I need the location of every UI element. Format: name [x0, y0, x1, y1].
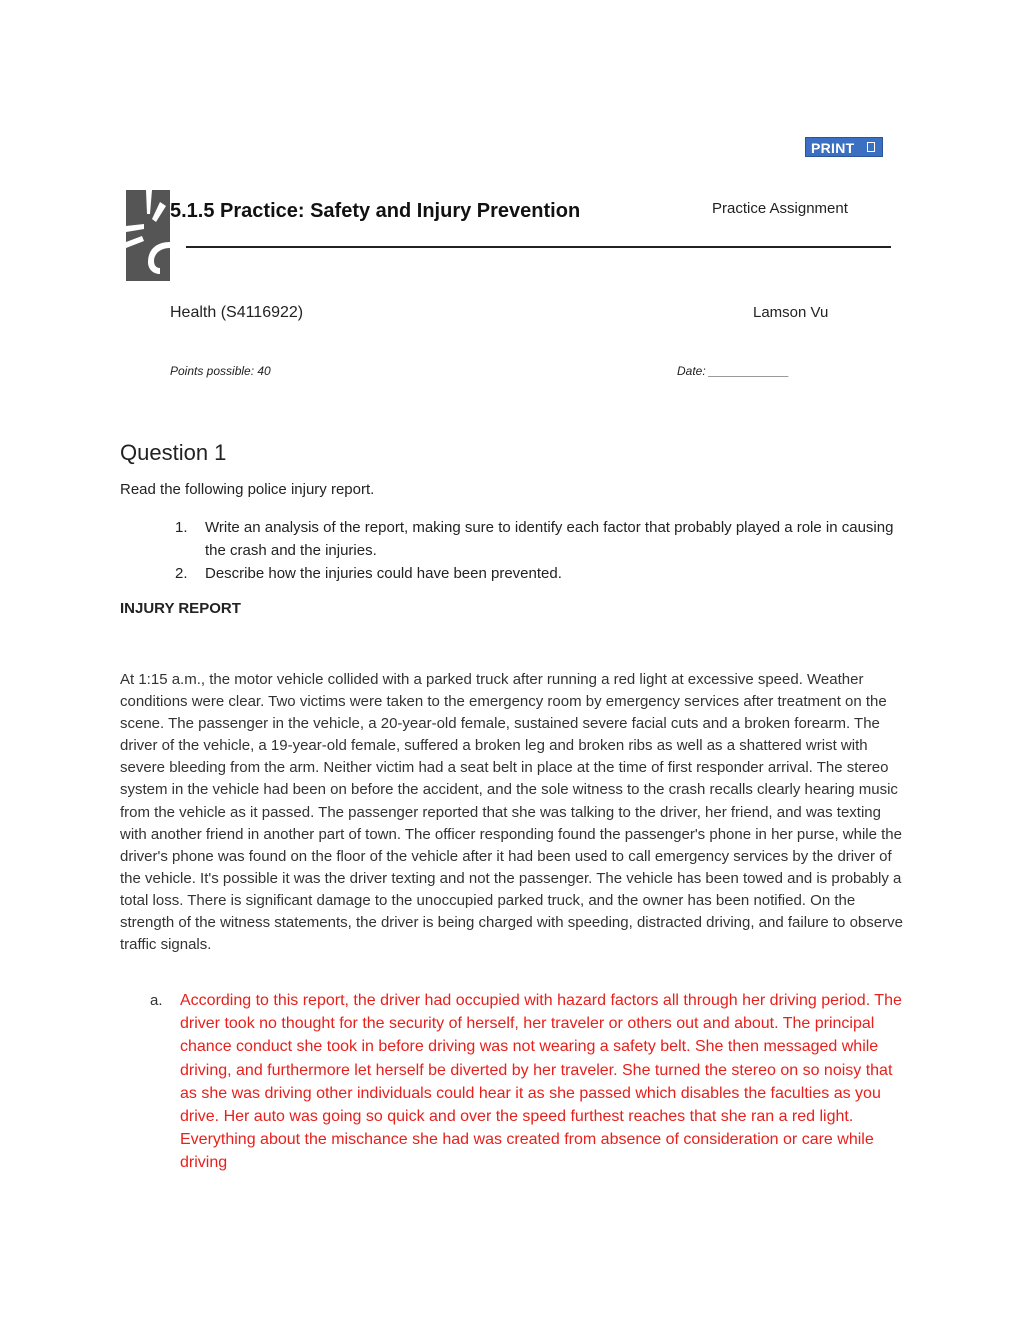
question-title: Question 1: [120, 440, 227, 465]
course-name: Health (S4116922): [170, 304, 304, 321]
report-text: At 1:15 a.m., the motor vehicle collided with a parked truck after running a red light at excessive speed. Weather conditions were clear. Two victims were taken to the emergency room by emergency services after treatment on the scene. The passenger in the vehicle, a 20-year-old female, sustained severe facial cuts and a broken forearm. The driver of the vehicle, a 19-year-old female, suffered a broken leg and broken ribs as well as a shattered wrist with severe bleeding from the arm. Neither victim had a seat belt in place at the time of first responder arrival. The stereo system in the vehicle had been on before the accident, and the sole witness to the crash recalls clearly hearing music from the vehicle as it passed. The passenger reported that she was talking to the driver, her friend, and was texting with another friend in another part of town. The officer responding found the passenger's phone in her purse, while the driver's phone was found on the floor of the vehicle after it had been used to call emergency services by the driver of the vehicle. It's possible it was the driver texting and not the passenger. The vehicle has been towed and is probably a total loss. There is significant damage to the unoccupied parked truck, and the owner has been notified. On the strength of the witness statements, the driver is being charged with speeding, distracted driving, and failure to observe traffic signals.: [120, 671, 903, 954]
assignment-type: Practice Assignment: [712, 200, 848, 217]
report-heading: INJURY REPORT: [120, 600, 241, 617]
document-icon: [867, 142, 875, 152]
page-title: 5.1.5 Practice: Safety and Injury Prevention: [170, 200, 581, 222]
student-answer: [150, 989, 910, 1175]
date-field: Date: ____________: [677, 364, 790, 378]
print-label: PRINT: [811, 140, 855, 156]
answer-text: According to this report, the driver had occupied with hazard factors all through her driving period. The driver took no thought for the security of herself, her traveler or others out and about. The principal chance conduct she took in before driving was not wearing a safety belt. She then messaged while driving, and furthermore let herself be diverted by her traveler. She turned the stereo on so noisy that as she was driving other individuals could hear it as she passed which disables the faculties as you drive. Her auto was going so quick and over the speed furthest reaches that she ran a red light. Everything about the mischance she had was created from absence of consideration or care while driving: [180, 992, 902, 1172]
points-possible: Points possible: 40: [170, 364, 271, 378]
question-intro: Read the following police injury report.: [120, 481, 375, 498]
list-item: [175, 516, 900, 562]
list-item: [175, 562, 900, 585]
list-number: 1.: [175, 519, 188, 536]
instruction-list: [175, 516, 900, 585]
list-number: 2.: [175, 565, 188, 582]
title-divider: [186, 246, 891, 248]
student-name: Lamson Vu: [753, 304, 829, 321]
answer-label: a.: [150, 992, 163, 1009]
school-logo-icon: [126, 190, 170, 281]
list-text: Write an analysis of the report, making sure to identify each factor that probably played a role in causing the crash and the injuries.: [205, 519, 894, 559]
list-text: Describe how the injuries could have been prevented.: [205, 565, 562, 582]
print-button[interactable]: [805, 137, 883, 157]
